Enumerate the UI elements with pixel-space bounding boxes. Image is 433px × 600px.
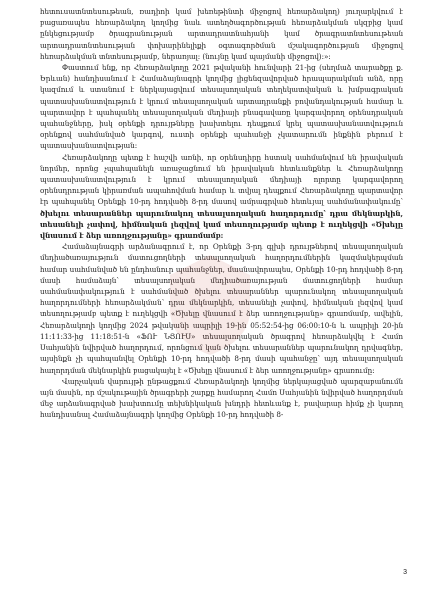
text-segment: Վարչական վարույթի ընթացքում Հեռարձակողի կողմից ներկայացված պարզաբանումն այն մասին, որ մշակութային ծրագրերի շարքը համարող Համո Սահյանին նվիրված հաղորդման մեջ արձանագրված խախտումը տեխնիկական խնդրի հետևանք է, բավարար հիմք չի կարող հանդիսանալ Համաձայնագրի կողմից Օրենքի 10-րդ հոդվածի 8- [40, 376, 403, 420]
paragraph [40, 62, 403, 152]
paragraph [40, 241, 403, 375]
text-segment: Համաձայնագրի արձանագրում է, որ Օրենքի 3-րդ գլխի դրույթներով տեսալսողական մեդիածառայություն մատուցողների տեսալսողական հաղորդումներին կազմակերպման համար սահմանված են ընդհանուր պահանջներ, մասնավորապես, Օրենքի 10-րդ հոդվածի 8-րդ մասի համաձայն՝ տեսալսողական մեդիածառայության մատուցողների համար սահմանափակություն է սահմանված ծխելու տեսարաններ պարունակող տեսալսողական հաղորդումների հեռարձակման՝ դրա մեկնարկին, տեսանելի չափով, հիմնական լեզվով կամ տեսողությամբ պետք է ուղեկցվի «Ծխելը վնասում է ձեր առողջությանը» գրառմամբ, ավելին, Հեռարձակողի կողմից 2024 թվականի ապրիլի 19-ին 05:52:54-ից 06:00:10-ն և ապրիլի 20-ին 11:11:33-ից 11:18:51-ն «ՖՈՒ ՆՅՈՒՍ» տեսալսողական ծրագրով հեռարձակվել է Համո Սահյանին նվիրված հաղորդում, որոնցում կան ծխելու տեսարաններ պարունակող դրվագներ, այսինքն չի պահպանվել Օրենքի 10-րդ հոդվածի 8-րդ մասի պահանջը՝ այդ տեսալսողական հաղորդման մեկնարկին բացակայել է «Ծխելը վնասում է ձեր առողջությանը» գրառումը: [40, 242, 403, 375]
paragraph [40, 6, 403, 62]
text-segment: Փաստում ենք, որ Հեռարձակողը 2021 թվականի հունվարի 21-ից (սեղմաձ տարածքը ք. Երևան) հանդիսանում է Համաձայնագրի կողմից լիցենզավորված հրապարակման անձ, որը կազմում և ստանում է ներկայացվում տեսալսողական տեղեկատվական և խմբագրական պատասխանատվություն է կրում տեսալսողական արտադրանքի բովանդակության համար և պարտավոր է պահպանել տեսալսողական մեդիայի բնագավառը կարգավորող օրենսդրական պահանջները, իսկ օրենքի դրույթները խախտելու դեպքում կրել պատասխանատվություն օրենքով սահմանված կարգով, ուստի օրենքի պահանջի չկատարումն ինքնին բերում է պատասխանատվության: [40, 63, 403, 151]
text-segment: հետուսատնտեսութեան, ռադիոի կամ խեռեթինտի միջոցով հեռարձակող) յուղարկվում է բացառապես հեռարձակող կողմից նաև ատեղծագործության հեռարձակման սկզբից կամ ընկեցությամբ ծրագրանության արտադրատնահյանի կամ ծրագրատնտեսութեան արտադրատնտեսության փոխարինելիքի օգտագործման մշակագործության միջոցով հեռարձակման տնտեսությամբ, ներառյալ: [40, 7, 403, 61]
text-segment: (նույնը կամ պայմանի միջոցով)։»։ [200, 51, 331, 61]
bold-text-segment: ծխելու տեսարաններ պարունակող տեսալսողական հաղորդումը՝ դրա մեկնարկին, տեսանելի չափով, հիմնական լեզվով կամ տեսողությամբ պետք է ուղեկցվի «Ծխելը վնասում է ձեր առողջությանը» գրառմամբ: [40, 208, 403, 241]
body-text [40, 6, 403, 421]
paragraph [40, 152, 403, 242]
paragraph [40, 376, 403, 421]
text-segment: Հեռարձակողը պետք է հաշվի առնի, որ օրենսդիրը հստակ սահմանվում են իրավական նորմեր, որոնց չպահպանելն առաջացնում են իրավական հետևանքներ և Հեռարձակողը պատասխանատվություն է կրում տեսալսողական մեդիայի ոլորտը կարգավորող օրենսդրության կիրառման ապահովման համար և տվյալ դեպքում Հեռարձակողը պարտավոր էր պահպանել Օրենքի 10-րդ հոդվածի 8-րդ մասով ամրագրված հետևյալ սահմանափակումը՝ [40, 152, 403, 207]
page-number: 3 [403, 569, 407, 576]
